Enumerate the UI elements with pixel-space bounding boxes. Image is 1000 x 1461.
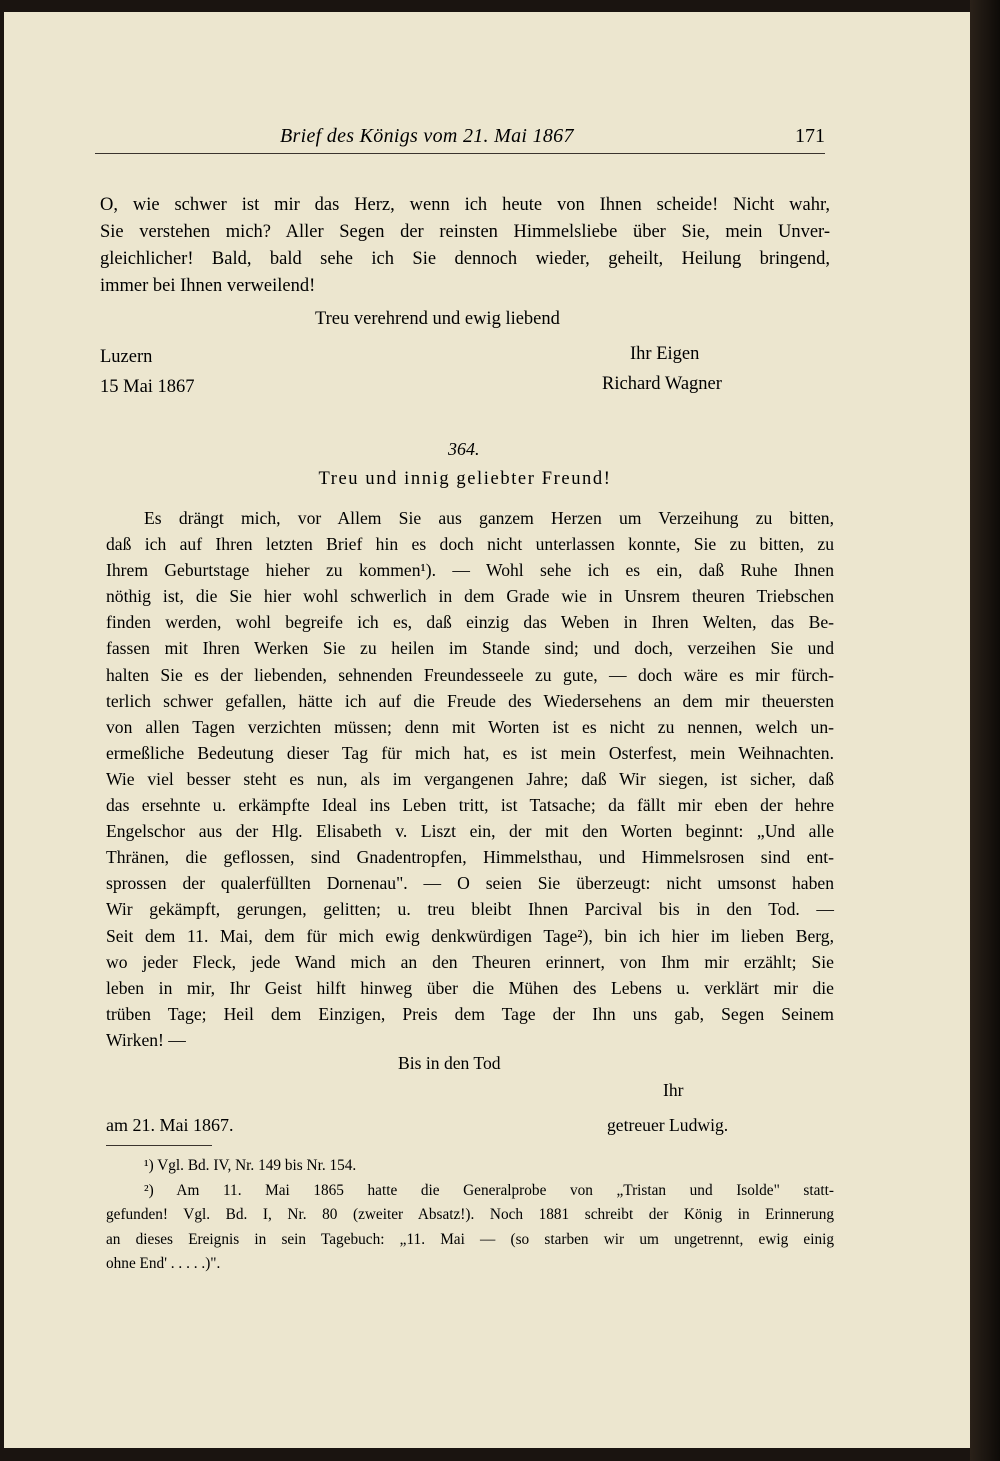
text-line: wo jeder Fleck, jede Wand mich an den Theuren erinnert, von Ihm mir erzählt; Sie <box>106 951 834 972</box>
running-title: Brief des Königs vom 21. Mai 1867 <box>280 125 574 147</box>
footnote-rule <box>106 1145 212 1146</box>
text-line: sprossen der qualerfüllten Dornenau". — O seien Sie überzeugt: nicht umsonst haben <box>106 873 834 894</box>
text-line: gleichlicher! Bald, bald sehe ich Sie dennoch wieder, geheilt, Heilung bringend, <box>100 249 830 269</box>
text-line: ermeßliche Bedeutung dieser Tag für mich hat, es ist mein Osterfest, mein Weihnachten. <box>106 742 834 763</box>
text-line: Seit dem 11. Mai, dem für mich ewig denkwürdigen Tage²), bin ich hier im lieben Berg, <box>106 925 834 946</box>
footnote-line: ²) Am 11. Mai 1865 hatte die Generalprobe von „Tristan und Isolde" statt- <box>144 1181 834 1199</box>
text-line: Ihrem Geburtstage hieher zu kommen¹). — Wohl sehe ich es ein, daß Ruhe Ihnen <box>106 560 834 581</box>
text-line: Es drängt mich, vor Allem Sie aus ganzem Herzen um Verzeihung zu bitten, <box>144 508 834 528</box>
signature-greeting: Ihr Eigen <box>630 344 700 364</box>
text-line: Wir gekämpft, gerungen, gelitten; u. treu bleibt Ihnen Parcival bis in den Tod. — <box>106 899 834 920</box>
text-line: daß ich auf Ihren letzten Brief hin es doch nicht unterlassen konnte, Sie zu bitten, zu <box>106 534 834 555</box>
text-line: Thränen, die geflossen, sind Gnadentropfen, Himmelsthau, und Himmelsrosen sind ent- <box>106 847 834 868</box>
text-line: das ersehnte u. erkämpfte Ideal ins Leben tritt, ist Tatsache; da fällt mir eben der hehre <box>106 795 834 816</box>
footnotes <box>106 1154 834 1277</box>
text-line: trüben Tage; Heil dem Einzigen, Preis dem Tage der Ihn uns gab, Segen Seinem <box>106 1003 834 1024</box>
text-line: fassen mit Ihren Werken Sie zu heilen im Stande sind; und doch, verzeihen Sie und <box>106 638 834 659</box>
running-header <box>95 115 825 154</box>
footnote-line: an dieses Ereignis in sein Tagebuch: „11. Mai — (so starben wir um ungetrennt, ewig einig <box>106 1230 834 1248</box>
text-line: immer bei Ihnen verweilend! <box>100 276 316 296</box>
letter-number: 364. <box>448 439 480 459</box>
king-letter-body <box>106 505 834 1053</box>
king-closing: Bis in den Tod <box>398 1053 501 1073</box>
text-line: halten Sie es der liebenden, sehnenden Freundesseele zu gute, — doch wäre es mir fürch- <box>106 664 834 685</box>
text-line: Sie verstehen mich? Aller Segen der reinsten Himmelsliebe über Sie, mein Unver- <box>100 222 830 242</box>
text-line: nöthig ist, die Sie hier wohl schwerlich in dem Grade wie in Unsrem theuren Triebschen <box>106 586 834 607</box>
footnote-line: ohne End' . . . . .)". <box>106 1255 221 1272</box>
signature-name: Richard Wagner <box>602 374 722 394</box>
letter-salutation: Treu und innig geliebter Freund! <box>318 469 612 489</box>
text-line: O, wie schwer ist mir das Herz, wenn ich heute von Ihnen scheide! Nicht wahr, <box>100 195 830 215</box>
text-line: leben in mir, Ihr Geist hilft hinweg über die Mühen des Lebens u. verklärt mir die <box>106 977 834 998</box>
king-signature: getreuer Ludwig. <box>607 1115 729 1135</box>
text-line: von allen Tagen verzichten müssen; denn mit Worten ist es nicht zu nennen, welch un- <box>106 716 834 737</box>
text-line: Engelschor aus der Hlg. Elisabeth v. Liszt ein, der mit den Worten beginnt: „Und alle <box>106 821 834 842</box>
text-line: finden werden, wohl begreife ich es, daß einzig das Weben in Ihren Welten, das Be- <box>106 612 834 633</box>
letter-place: Luzern <box>100 347 153 367</box>
letter-date: 15 Mai 1867 <box>100 377 195 397</box>
text-line: Wirken! — <box>106 1029 186 1050</box>
text-line: terlich schwer gefallen, hätte ich auf die Freude des Wiedersehens an dem mir theuersten <box>106 690 834 711</box>
footnote-line: ¹) Vgl. Bd. IV, Nr. 149 bis Nr. 154. <box>144 1157 357 1174</box>
king-letter-date: am 21. Mai 1867. <box>106 1115 234 1135</box>
page-edge-shadow <box>970 0 1000 1461</box>
king-closing-ihr: Ihr <box>663 1080 684 1100</box>
text-line: Wie viel besser steht es nun, als im vergangenen Jahre; daß Wir siegen, ist sicher, daß <box>106 768 834 789</box>
page-number: 171 <box>795 125 825 147</box>
wagner-letter-body <box>100 192 830 300</box>
footnote-line: gefunden! Vgl. Bd. I, Nr. 80 (zweiter Absatz!). Noch 1881 schreibt der König in Erinnerung <box>106 1206 834 1223</box>
wagner-closing: Treu verehrend und ewig liebend <box>315 309 560 329</box>
